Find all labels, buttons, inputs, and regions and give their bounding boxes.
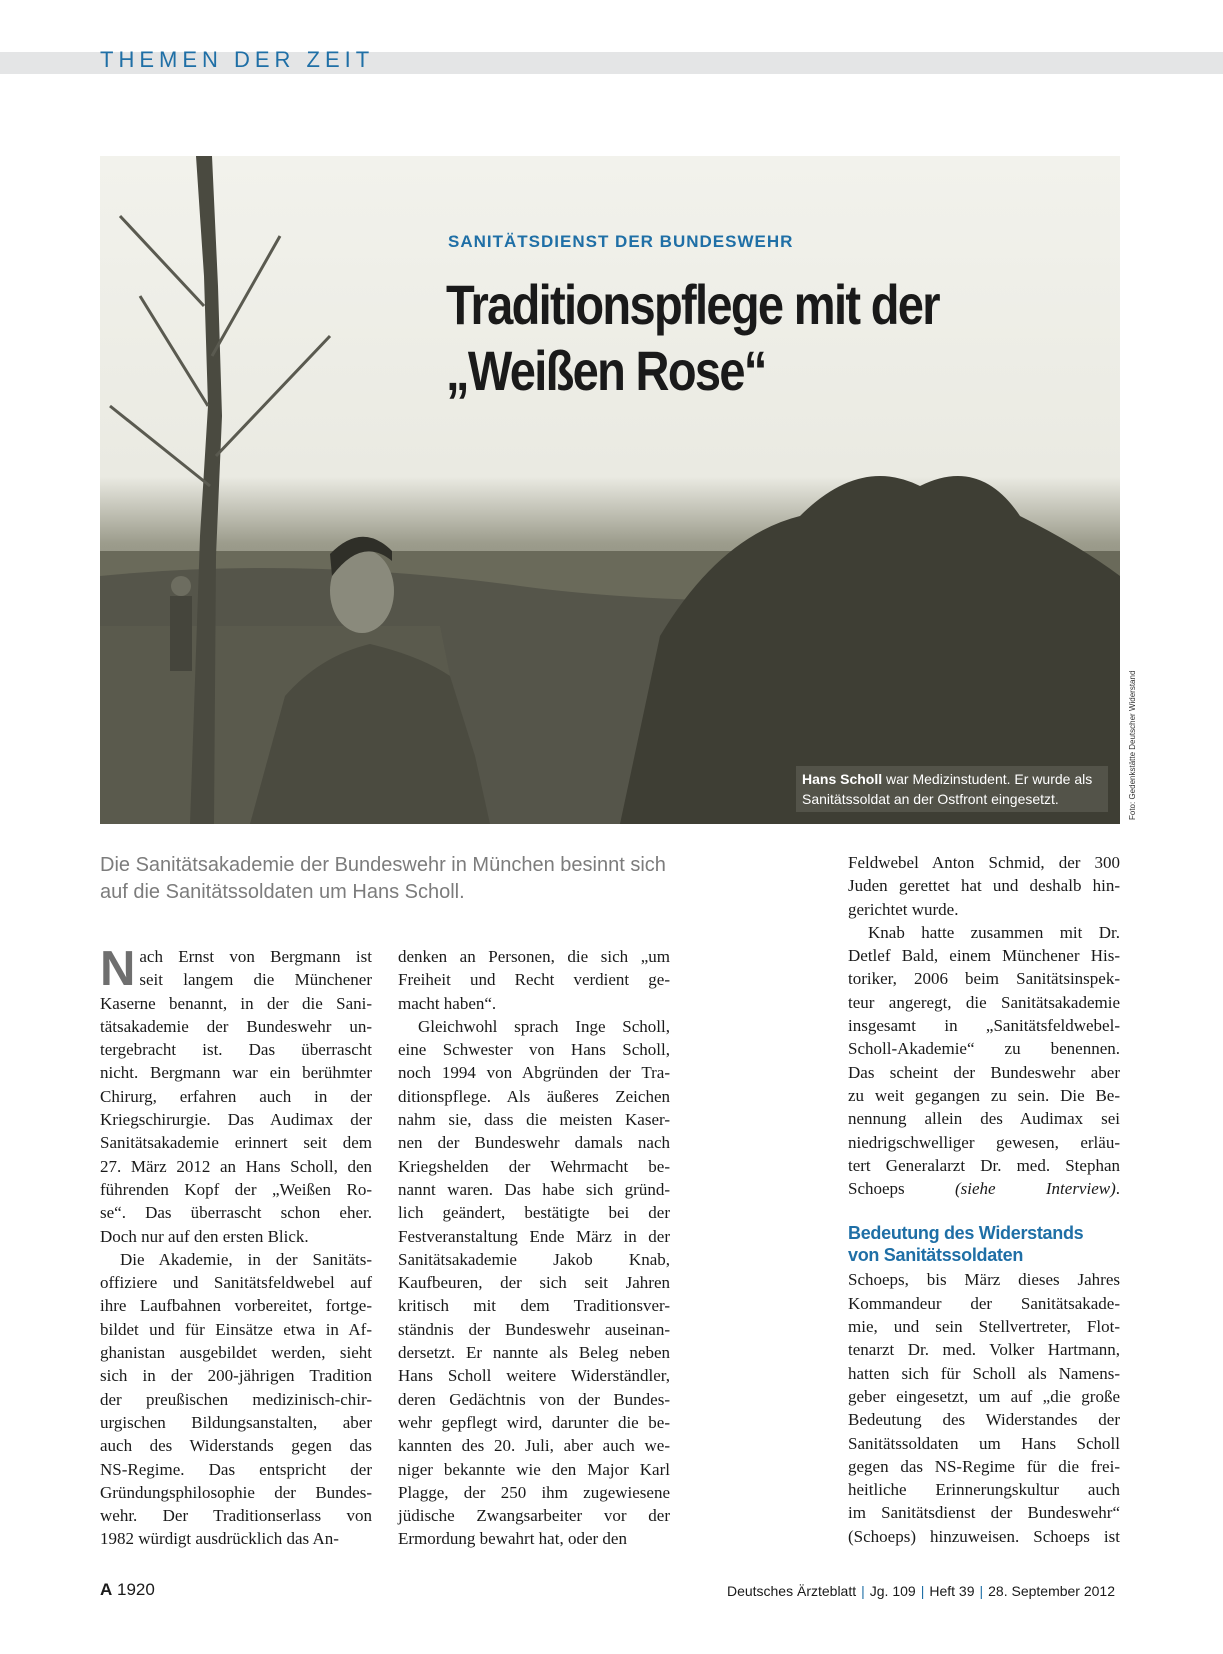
body-line: 1982 würdigt ausdrücklich das An- <box>100 1529 339 1549</box>
article-lead <box>100 852 780 906</box>
body-line: Kriegschirurgie. Das Audimax der <box>100 1110 372 1130</box>
body-line: kannten des 20. Juli, aber auch we- <box>398 1436 670 1456</box>
separator: | <box>979 1583 984 1599</box>
body-line: im Sanitätsdienst der Bundeswehr“ <box>848 1503 1120 1523</box>
body-line: nannt waren. Das habe sich gründ- <box>398 1179 670 1199</box>
body-line: Kaufbeuren, der sich seit Jahren <box>398 1273 670 1293</box>
body-line: Das scheint der Bundeswehr aber <box>848 1062 1120 1082</box>
caption-name: Hans Scholl <box>802 771 883 787</box>
body-line: Knab hatte zusammen mit Dr. <box>868 922 1120 942</box>
body-line: NS-Regime. Das entspricht der <box>100 1459 372 1479</box>
body-line: zu weit gegangen zu sein. Die Be- <box>848 1085 1120 1105</box>
body-line: der preußischen medizinisch-chir- <box>100 1389 372 1409</box>
page-prefix: A <box>100 1580 113 1599</box>
body-line: lich geändert, bestätigte bei der <box>398 1203 670 1223</box>
body-line: Plagge, der 250 ihm zugewiesene <box>398 1482 670 1502</box>
body-line: mie, und sein Stellvertreter, Flot- <box>848 1317 1120 1337</box>
body-line: Schoeps, bis März dieses Jahres <box>848 1270 1120 1290</box>
body-line: jüdische Zwangsarbeiter vor der <box>398 1506 670 1526</box>
separator: | <box>861 1583 865 1599</box>
body-line: ghanistan ausgebildet werden, sieht <box>100 1343 372 1363</box>
body-column-3 <box>848 851 1120 1548</box>
body-line: Bedeutung des Widerstandes der <box>848 1410 1120 1430</box>
body-line: tert Generalarzt Dr. med. Stephan <box>848 1155 1120 1175</box>
body-line: insgesamt in „Sanitätsfeldwebel- <box>848 1016 1120 1036</box>
body-line: toriker, 2006 beim Sanitätsinspek- <box>848 969 1120 989</box>
body-line: ihre Laufbahnen vorbereitet, fortge- <box>100 1296 372 1316</box>
body-line: Doch nur auf den ersten Blick. <box>100 1226 309 1246</box>
separator: | <box>920 1583 925 1599</box>
body-line: gerichtet wurde. <box>848 899 959 919</box>
body-line: ständnis der Bundeswehr auseinan- <box>398 1319 670 1339</box>
body-line: ditionspflege. Als äußeres Zeichen <box>398 1086 670 1106</box>
body-line: Juden gerettet hat und deshalb hin- <box>848 876 1120 896</box>
body-line: Sanitätssoldaten um Hans Scholl <box>848 1433 1120 1453</box>
body-line: Kriegshelden der Wehrmacht be- <box>398 1156 670 1176</box>
body-line: Sanitätsakademie Jakob Knab, <box>398 1249 670 1269</box>
body-line: geber eingesetzt, um auf „die große <box>848 1386 1120 1406</box>
body-line: heitliche Erinnerungskultur auch <box>848 1480 1120 1500</box>
body-line: Festveranstaltung Ende März in der <box>398 1226 670 1246</box>
page-number: 1920 <box>117 1580 155 1599</box>
body-line: Die Akademie, in der Sanitäts- <box>120 1249 372 1269</box>
body-line: niger bekannte wie den Major Karl <box>398 1459 670 1479</box>
body-column-2 <box>398 945 670 1551</box>
body-line: denken an Personen, die sich „um <box>398 947 670 966</box>
headline-line-1: Traditionspflege mit der <box>446 273 939 336</box>
caption-text: war Medizinstudent. Er wurde als <box>882 771 1093 787</box>
photo-caption <box>796 766 1108 812</box>
dropcap: N <box>100 942 136 996</box>
body-line: urgischen Bildungsanstalten, aber <box>100 1412 372 1432</box>
body-line: offiziere und Sanitätsfeldwebel auf <box>100 1273 372 1293</box>
body-line: Kommandeur der Sanitätsakade- <box>848 1293 1120 1313</box>
journal-issue: Heft 39 <box>929 1583 975 1599</box>
body-column-3-top <box>848 851 1120 1177</box>
body-line: se“. Das überrascht schon eher. <box>100 1203 372 1223</box>
body-line: dersetzt. Er nannte als Beleg neben <box>398 1343 670 1363</box>
body-line: Gleichwohl sprach Inge Scholl, <box>418 1016 670 1036</box>
body-line: Sanitätsakademie erinnert seit dem <box>100 1133 372 1153</box>
body-line: führenden Kopf der „Weißen Ro- <box>100 1179 372 1199</box>
body-column-1 <box>100 942 372 1551</box>
photo-illustration <box>100 156 1120 824</box>
article-kicker: SANITÄTSDIENST DER BUNDESWEHR <box>448 232 794 251</box>
body-line: Chirurg, erfahren auch in der <box>100 1086 372 1106</box>
body-line: gegen das NS-Regime für die frei- <box>848 1456 1120 1476</box>
interview-reference: (siehe Interview) <box>954 1179 1116 1199</box>
body-line: nennung allein des Audimax sei <box>848 1109 1120 1129</box>
body-line: teur angeregt, die Sanitätsakademie <box>848 992 1120 1012</box>
subhead-line-2: von Sanitätssoldaten <box>848 1245 1024 1266</box>
subhead-line-1: Bedeutung des Widerstands <box>848 1223 1084 1244</box>
article-photo <box>100 156 1120 824</box>
body-line: (Schoeps) hinzuweisen. Schoeps ist <box>848 1526 1120 1546</box>
body-line: auch des Widerstands gegen das <box>100 1436 372 1456</box>
body-line <box>848 1177 1120 1200</box>
body-line: Freiheit und Recht verdient ge- <box>398 970 670 990</box>
body-line: tätsakademie der Bundeswehr un- <box>100 1016 372 1036</box>
body-line: niedrigschwelliger gewesen, erläu- <box>848 1132 1120 1152</box>
body-column-3-bottom <box>848 1268 1120 1548</box>
journal-name: Deutsches Ärzteblatt <box>726 1583 857 1599</box>
body-line: nen der Bundeswehr damals nach <box>398 1133 670 1153</box>
lead-line-1: Die Sanitätsakademie der Bundeswehr in München besinnt sich <box>100 854 666 876</box>
body-line: 27. März 2012 an Hans Scholl, den <box>100 1156 372 1176</box>
headline-line-2: „Weißen Rose“ <box>446 339 766 402</box>
body-line: macht haben“. <box>398 993 497 1013</box>
body-line-end: . <box>1115 1179 1120 1199</box>
body-line: seit langem die Münchener <box>139 970 372 990</box>
body-line: Gründungsphilosophie der Bundes- <box>100 1482 372 1502</box>
section-label: THEMEN DER ZEIT <box>100 47 375 72</box>
body-line: Kaserne benannt, in der die Sani- <box>100 993 372 1013</box>
photo-credit: Foto: Gedenkstätte Deutscher Widerstand <box>1128 670 1137 820</box>
body-line: nicht. Bergmann war ein berühmter <box>100 1063 372 1083</box>
body-line: wehr. Der Traditionserlass von <box>100 1506 372 1526</box>
body-line: kritisch mit dem Traditionsver- <box>398 1296 670 1316</box>
body-line: deren Gedächtnis von der Bundes- <box>398 1389 670 1409</box>
section-subhead <box>848 1222 1120 1266</box>
body-line: nahm sie, dass die meisten Kaser- <box>398 1110 670 1130</box>
body-line-text: Schoeps <box>848 1179 955 1199</box>
body-line: hatten sich für Scholl als Namens- <box>848 1363 1120 1383</box>
journal-footer <box>727 1583 1115 1599</box>
body-line: Hans Scholl weitere Widerständler, <box>398 1366 670 1386</box>
body-line: wehr gepflegt wird, darunter die be- <box>398 1412 670 1432</box>
body-line: tergebracht ist. Das überrascht <box>100 1040 372 1060</box>
caption-text-line-2: Sanitätssoldat an der Ostfront eingesetzt. <box>802 791 1059 807</box>
body-line: Detlef Bald, einem Münchener His- <box>848 946 1120 966</box>
body-line: Feldwebel Anton Schmid, der 300 <box>848 853 1120 872</box>
body-line: sich in der 200-jährigen Tradition <box>100 1366 372 1386</box>
journal-volume: Jg. 109 <box>869 1583 916 1599</box>
body-line: eine Schwester von Hans Scholl, <box>398 1040 670 1060</box>
page-folio <box>100 1580 155 1600</box>
body-line: ach Ernst von Bergmann ist <box>139 947 372 966</box>
body-line: tenarzt Dr. med. Volker Hartmann, <box>848 1340 1120 1360</box>
body-line: Scholl-Akademie“ zu benennen. <box>848 1039 1120 1059</box>
journal-date: 28. September 2012 <box>988 1583 1115 1599</box>
lead-line-2: auf die Sanitätssoldaten um Hans Scholl. <box>100 881 465 903</box>
body-line: noch 1994 von Abgründen der Tra- <box>398 1063 670 1083</box>
body-line: bildet und für Einsätze etwa in Af- <box>100 1319 372 1339</box>
body-line: Ermordung bewahrt hat, oder den <box>398 1529 627 1549</box>
article-headline <box>446 272 984 404</box>
